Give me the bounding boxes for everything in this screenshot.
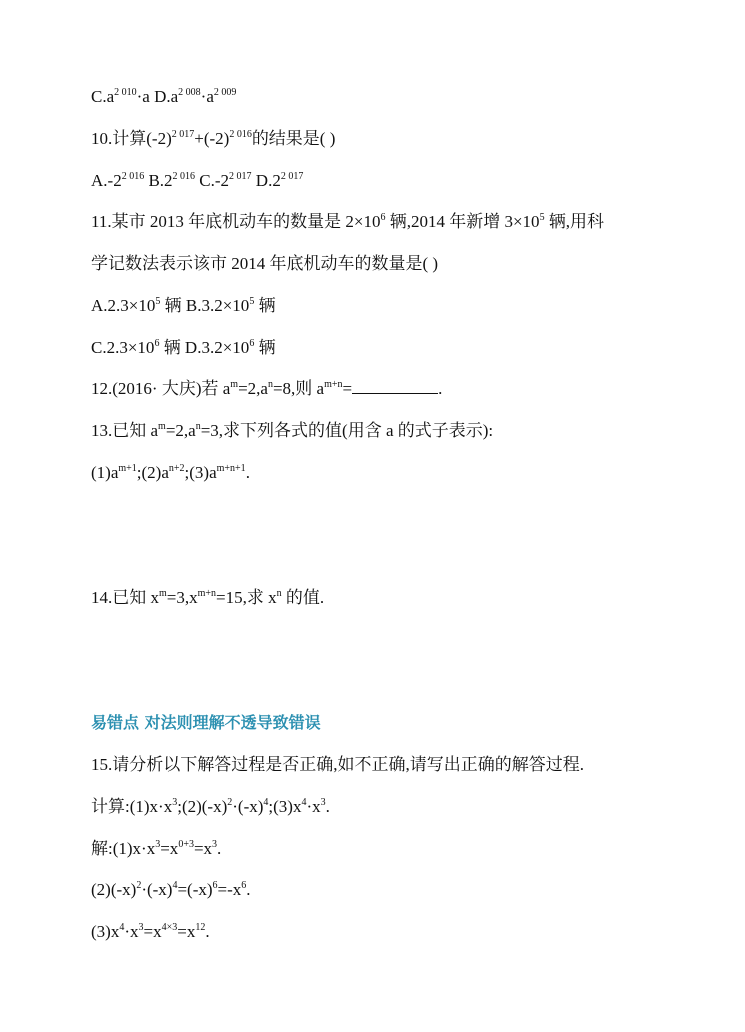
text-run: 14.已知 x: [91, 588, 159, 607]
exponent: m: [230, 379, 239, 390]
text-run: (2)(-x): [91, 880, 137, 899]
exponent: 4: [119, 922, 125, 933]
text-run: B.2: [144, 171, 173, 190]
exponent: 6: [249, 338, 255, 349]
exponent: 2 016: [121, 171, 145, 182]
question-11-line-2: [91, 253, 438, 275]
text-run: 15.请分析以下解答过程是否正确,如不正确,请写出正确的解答过程.: [91, 755, 584, 774]
exponent: 3: [155, 839, 161, 850]
exponent: 2 008: [178, 87, 201, 98]
exponent: 4×3: [161, 922, 178, 933]
text-run: .: [245, 463, 250, 482]
text-run: =-x: [217, 880, 242, 899]
exponent: 2 016: [229, 129, 252, 140]
text-run: 辆,2014 年新增 3×10: [385, 212, 540, 231]
text-run: 辆: [254, 296, 276, 315]
exponent: m: [158, 421, 166, 432]
text-run: =2,a: [238, 379, 268, 398]
exponent: 4: [263, 797, 269, 808]
exponent: 3: [172, 797, 178, 808]
exponent: 4: [301, 797, 307, 808]
text-run: C.-2: [195, 171, 230, 190]
option-line-c-d-q9: [91, 86, 236, 108]
question-10: [91, 128, 335, 150]
exponent: n: [195, 421, 201, 432]
question-15-calc: [91, 796, 330, 818]
text-run: ·x: [124, 922, 139, 941]
text-run: 学记数法表示该市 2014 年底机动车的数量是( ): [91, 254, 439, 273]
solution-step-2: [91, 879, 251, 901]
question-12: [91, 378, 442, 400]
exponent: 2 010: [114, 87, 137, 98]
text-run: 易错点 对法则理解不透导致错误: [91, 713, 321, 732]
exponent: 5: [155, 296, 161, 307]
exponent: 2: [136, 880, 142, 891]
text-run: 13.已知 a: [91, 421, 159, 440]
text-run: 辆: [254, 338, 276, 357]
text-run: =x: [143, 922, 162, 941]
text-run: =x: [160, 839, 179, 858]
text-run: (1)a: [91, 463, 119, 482]
exponent: 2: [227, 797, 233, 808]
text-run: .: [217, 839, 222, 858]
text-run: ;(3)a: [184, 463, 217, 482]
exponent: 2 017: [171, 129, 195, 140]
section-heading-error-prone: [91, 712, 321, 734]
text-run: .: [325, 797, 330, 816]
exponent: 2 017: [229, 171, 252, 182]
exponent: 6: [241, 880, 247, 891]
text-run: .: [438, 379, 443, 398]
answer-blank[interactable]: [352, 379, 438, 394]
text-run: 的值.: [281, 588, 325, 607]
text-run: .: [205, 922, 210, 941]
text-run: =: [342, 379, 353, 398]
question-13: [91, 420, 493, 442]
exponent: 2 017: [280, 171, 304, 182]
exponent: m+n+1: [216, 463, 246, 474]
exponent: n: [276, 588, 282, 599]
text-run: C.a: [91, 87, 115, 106]
exponent: n+2: [168, 463, 185, 474]
text-run: A.-2: [91, 171, 122, 190]
text-run: D.2: [251, 171, 281, 190]
text-run: =x: [193, 839, 213, 858]
text-run: 10.计算(-2): [91, 129, 172, 148]
question-11-options-a-b: [91, 295, 276, 317]
text-run: =3,求下列各式的值(用含 a 的式子表示):: [200, 421, 494, 440]
question-11-line-1: [91, 211, 604, 233]
exponent: 4: [172, 880, 178, 891]
exponent: 6: [212, 880, 218, 891]
text-run: (3)x: [91, 922, 120, 941]
text-run: C.2.3×10: [91, 338, 155, 357]
text-run: 的结果是( ): [251, 129, 336, 148]
exponent: m+n: [197, 588, 217, 599]
exponent: 5: [249, 296, 255, 307]
text-run: .: [246, 880, 251, 899]
exponent: 3: [212, 839, 218, 850]
question-11-options-c-d: [91, 337, 276, 359]
text-run: A.2.3×10: [91, 296, 156, 315]
exponent: m+1: [118, 463, 137, 474]
text-run: 辆 B.3.2×10: [160, 296, 250, 315]
text-run: =15,求 x: [216, 588, 277, 607]
text-run: 解:(1)x·x: [91, 839, 156, 858]
question-10-options: [91, 170, 303, 192]
exponent: 2 009: [213, 87, 237, 98]
exponent: 3: [320, 797, 326, 808]
text-run: =(-x): [177, 880, 213, 899]
exponent: m+n: [324, 379, 343, 390]
exponent: m: [159, 588, 167, 599]
exponent: 12: [195, 922, 206, 933]
text-run: 11.某市 2013 年底机动车的数量是 2×10: [91, 212, 381, 231]
text-run: 计算:(1)x·x: [91, 797, 173, 816]
text-run: =3,x: [166, 588, 198, 607]
text-run: =8,则 a: [272, 379, 325, 398]
exponent: 2 016: [172, 171, 196, 182]
question-13-parts: [91, 462, 250, 484]
text-run: ·a: [200, 87, 214, 106]
exponent: 0+3: [178, 839, 194, 850]
exponent: 5: [539, 212, 545, 223]
solution-step-1: [91, 838, 221, 860]
text-run: 辆,用科: [544, 212, 605, 231]
text-run: 辆 D.3.2×10: [159, 338, 250, 357]
text-run: ;(3)x: [268, 797, 302, 816]
exponent: 3: [138, 922, 144, 933]
text-run: +(-2): [194, 129, 230, 148]
text-run: =x: [177, 922, 196, 941]
text-run: ·(-x): [141, 880, 173, 899]
text-run: 12.(2016· 大庆)若 a: [91, 379, 231, 398]
text-run: ·(-x): [232, 797, 264, 816]
text-run: ·x: [306, 797, 321, 816]
text-run: ;(2)(-x): [177, 797, 228, 816]
exponent: n: [267, 379, 273, 390]
exponent: 6: [380, 212, 386, 223]
text-run: =2,a: [165, 421, 196, 440]
solution-step-3: [91, 921, 210, 943]
question-15: [91, 754, 584, 776]
question-14: [91, 587, 324, 609]
exponent: 6: [154, 338, 160, 349]
text-run: ;(2)a: [136, 463, 169, 482]
text-run: ·a D.a: [136, 87, 179, 106]
